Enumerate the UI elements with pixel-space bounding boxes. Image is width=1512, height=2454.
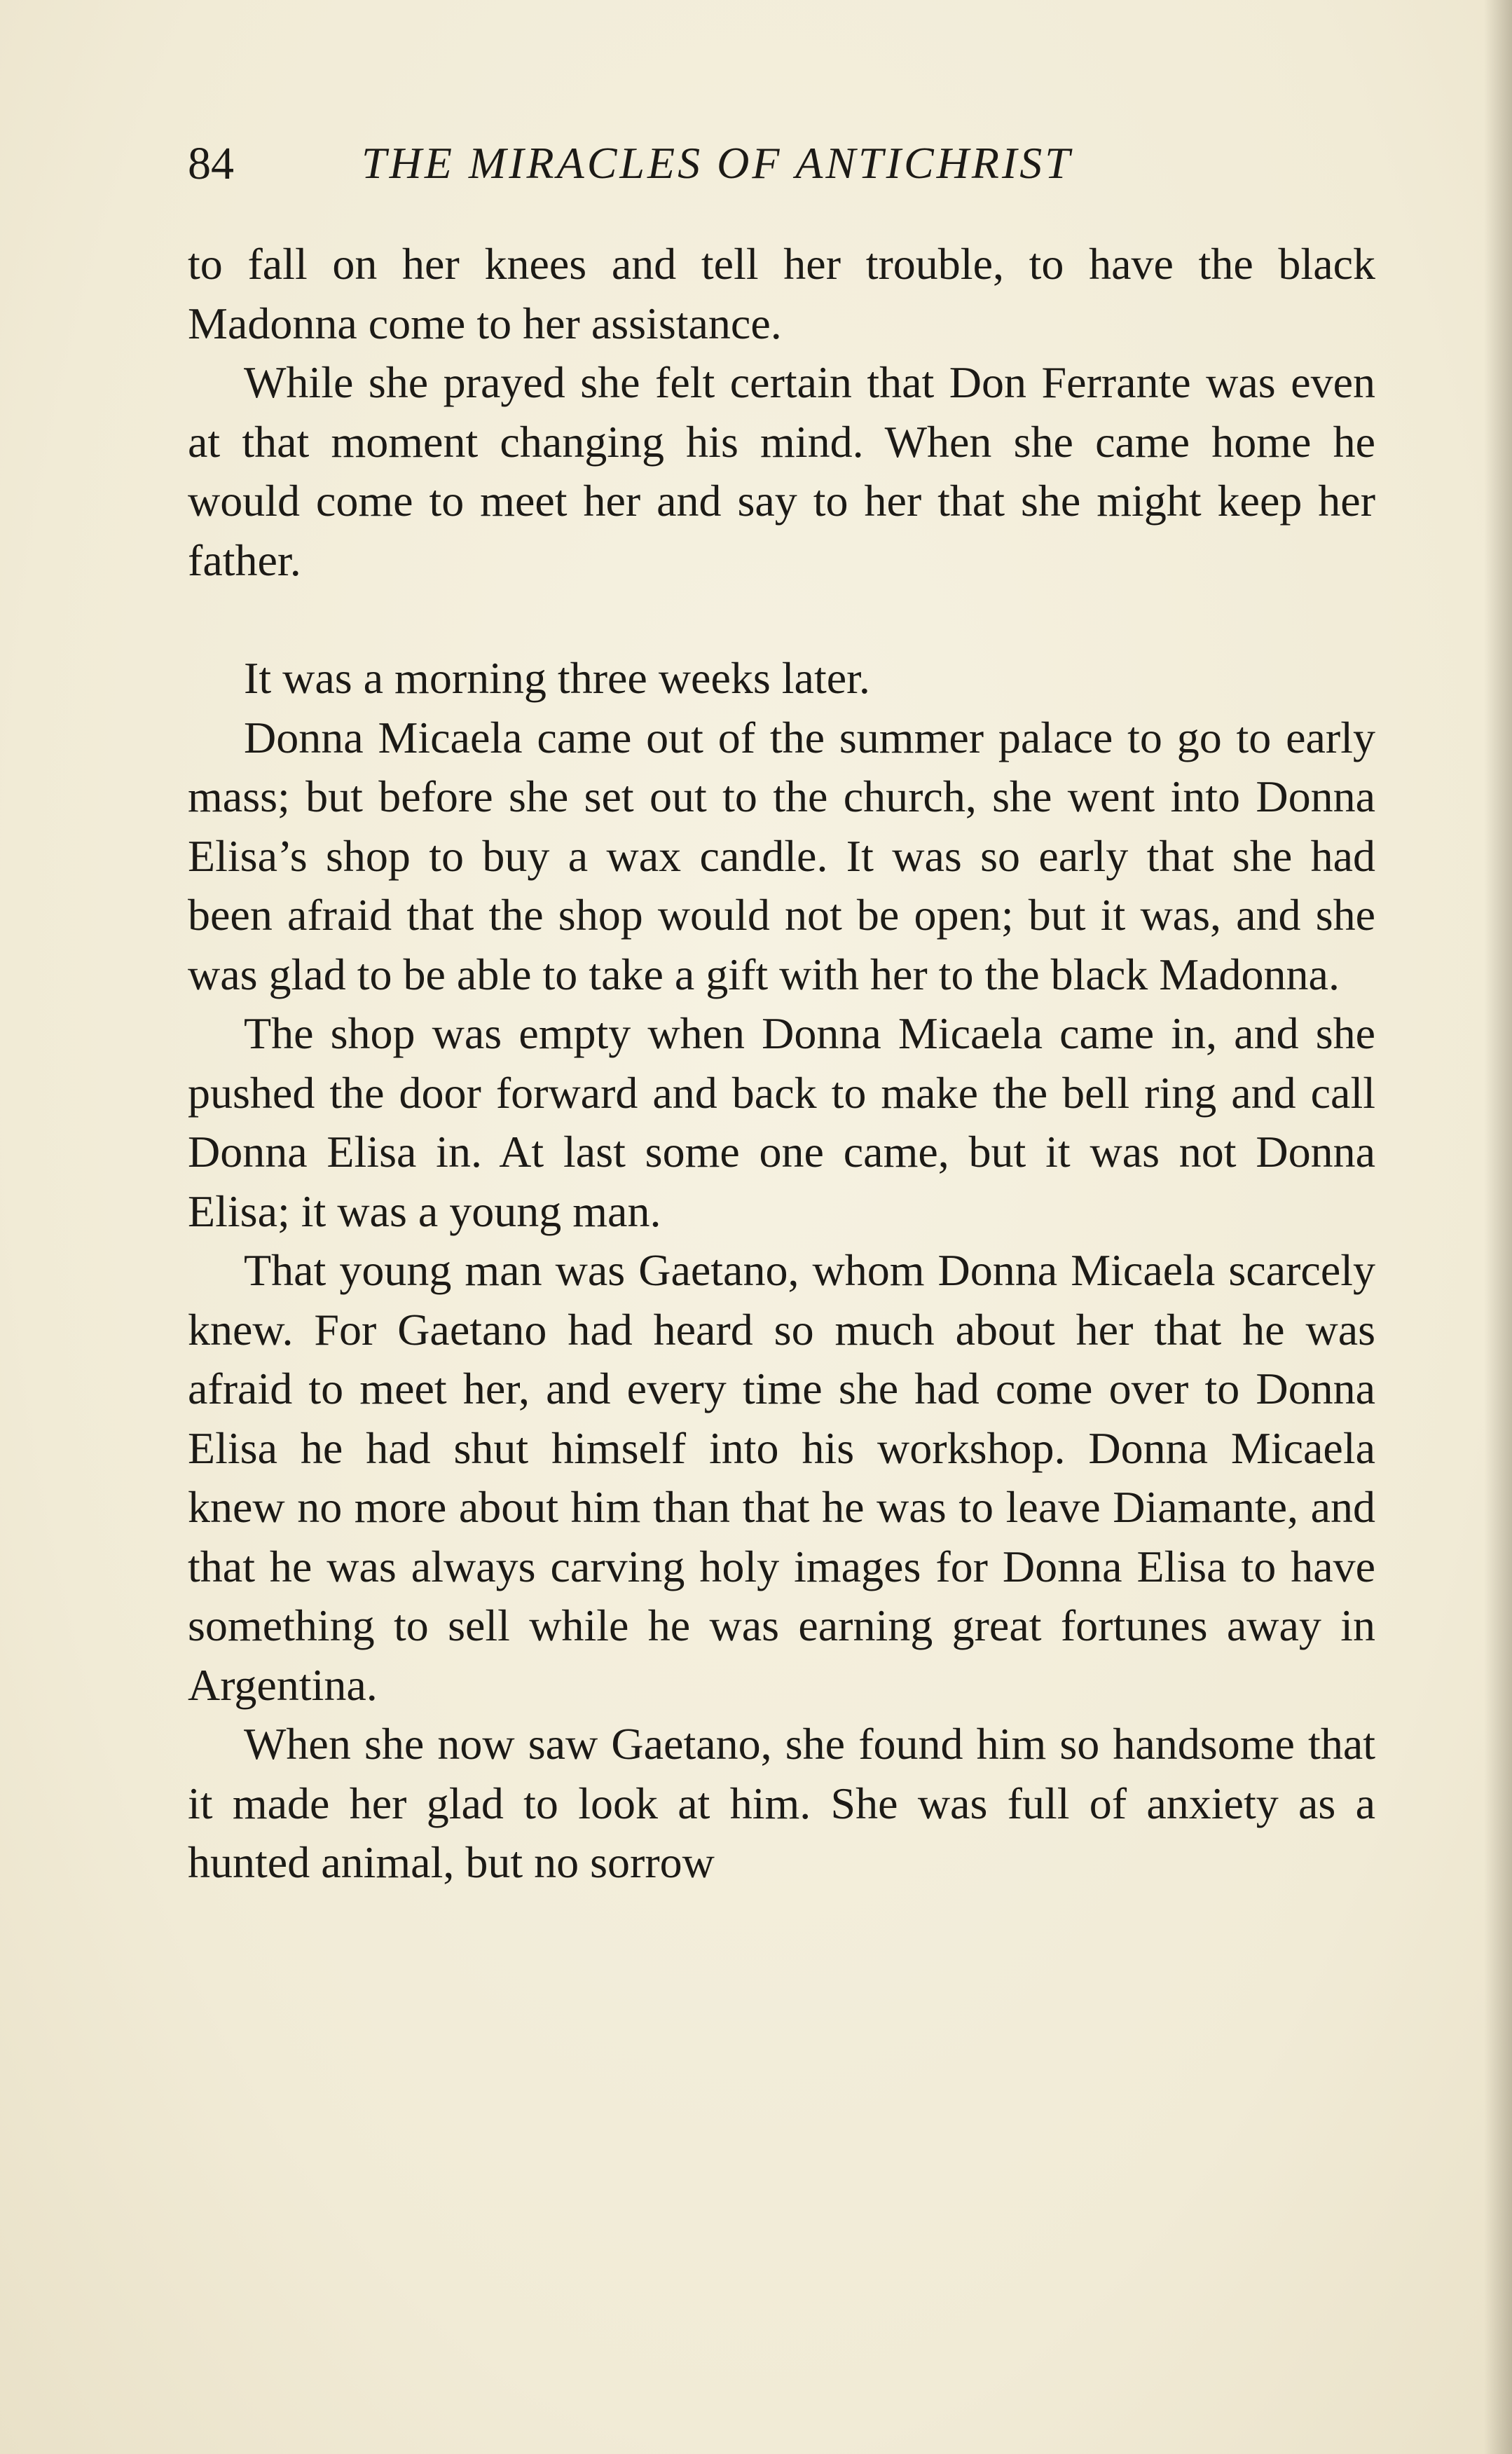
running-title: THE MIRACLES OF ANTICHRIST	[362, 138, 1073, 188]
paragraph: The shop was empty when Donna Micaela came in, and she pushed the door forward and back to make the bell ring and call Donna Elisa in. At last some one came, but it was not Donna Elisa; it was a young man.	[188, 1008, 1375, 1236]
paragraph: When she now saw Gaetano, she found him so handsome that it made her glad to look at him. She was full of anxiety as a hunted animal, but no sorrow	[188, 1719, 1375, 1887]
page-edge-shadow	[1484, 0, 1512, 2454]
paragraph: to fall on her knees and tell her trouble, to have the black Madonna come to her assistance.	[188, 239, 1375, 348]
page-number: 84	[188, 138, 234, 189]
body-text	[188, 235, 1375, 1893]
page-header	[188, 137, 1379, 200]
paragraph: Donna Micaela came out of the summer palace to go to early mass; but before she set out to the church, she went into Donna Elisa’s shop to buy a wax candle. It was so early that she had been afraid that the shop would not be open; but it was, and she was glad to be able to take a gift with her to the black Madonna.	[188, 712, 1375, 999]
paragraph: While she prayed she felt certain that Don Ferrante was even at that moment changing his mind. When she came home he would come to meet her and say to her that she might keep her father.	[188, 357, 1375, 585]
paragraph: It was a morning three weeks later.	[244, 653, 870, 703]
paragraph: That young man was Gaetano, whom Donna Micaela scarcely knew. For Gaetano had heard so much about her that he was afraid to meet her, and every time she had come over to Donna Elisa he had shut himself into his workshop. Donna Micaela knew no more about him than that he was to leave Diamante, and that he was always carving holy images for Donna Elisa to have something to sell while he was earning great fortunes away in Argentina.	[188, 1245, 1375, 1710]
